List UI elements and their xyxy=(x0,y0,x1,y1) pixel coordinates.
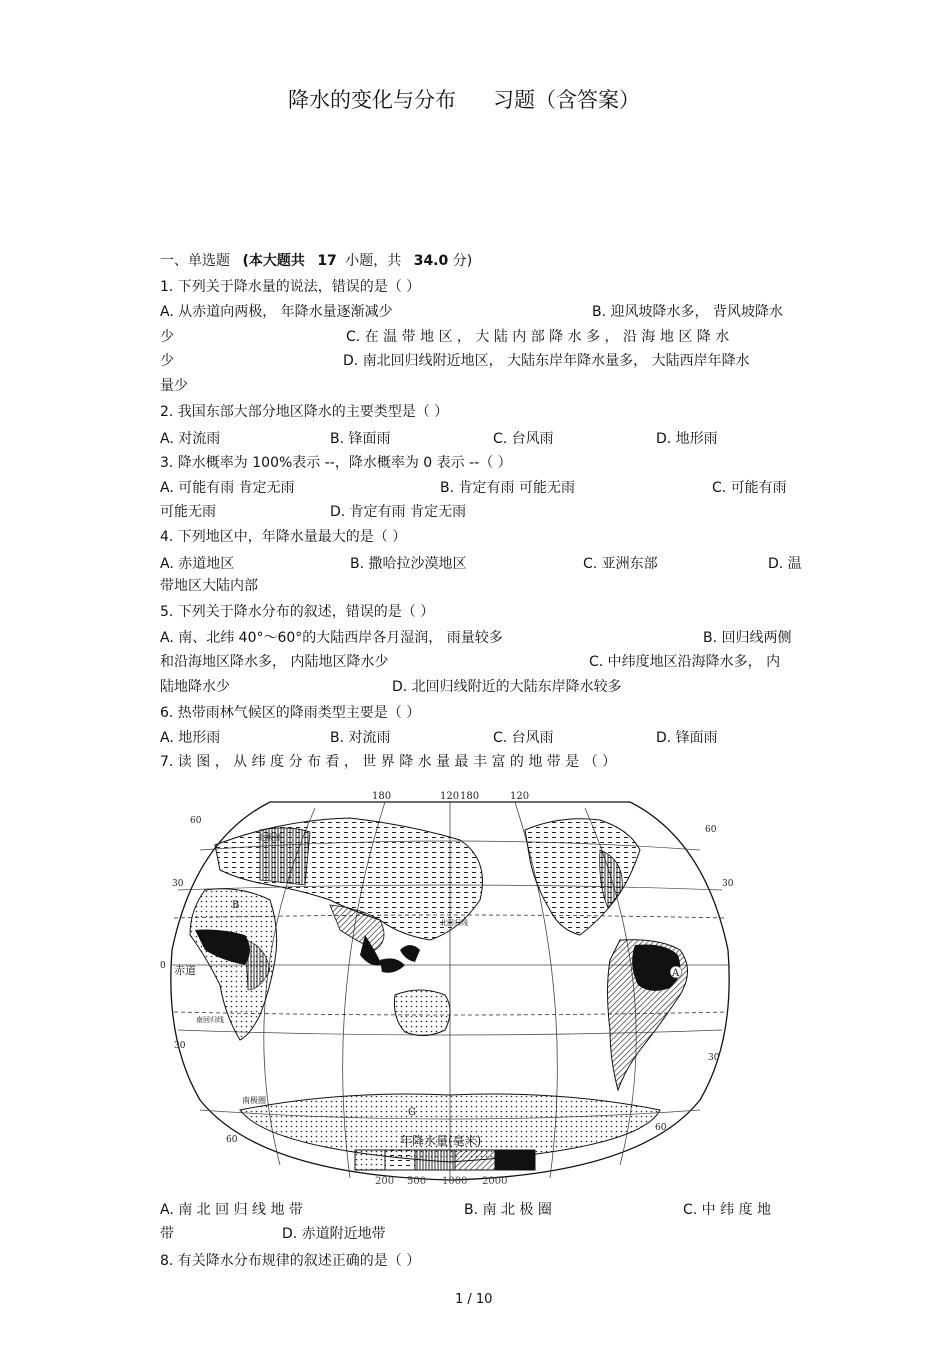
q2-option-c: C. 台风雨 xyxy=(493,431,554,447)
section-info-c: 分) xyxy=(452,253,473,269)
lon-label: 180 xyxy=(372,791,392,802)
section-info-b: 小题，共 xyxy=(345,253,402,269)
question-6-stem: 6. 热带雨林气候区的降雨类型主要是（ ） xyxy=(160,705,421,721)
section-info-a: (本大题共 xyxy=(242,253,305,269)
q3-option-c: C. 可能有雨 xyxy=(712,480,787,496)
q7-option-a: A. 南 北 回 归 线 地 带 xyxy=(160,1202,303,1218)
lon-label: 120 xyxy=(440,791,460,802)
legend-swatch-lt200 xyxy=(355,1150,385,1170)
region-label-a: A xyxy=(672,968,680,979)
legend-tick: 2000 xyxy=(482,1176,508,1187)
legend-tick: 1000 xyxy=(442,1176,468,1187)
doc-title-part2: 习题（含答案） xyxy=(493,88,640,112)
q2-option-a: A. 对流雨 xyxy=(160,431,221,447)
section-header xyxy=(160,254,472,268)
legend-swatch-gt2000 xyxy=(495,1150,535,1170)
section-count: 17 xyxy=(317,253,337,269)
legend-swatch-500-1000 xyxy=(415,1150,455,1170)
question-4-stem: 4. 下列地区中，年降水量最大的是（ ） xyxy=(160,529,407,545)
tropic-cancer-label: 北回归线 xyxy=(440,919,468,927)
lat-label: 60 xyxy=(190,816,202,826)
legend-tick: 200 xyxy=(375,1176,395,1187)
antarctic-circle-label: 南极圈 xyxy=(242,1096,266,1105)
lat-label: 30 xyxy=(708,1053,720,1063)
q1-option-a: A. 从赤道向两极， 年降水量逐渐减少 xyxy=(160,304,393,320)
lat-label: 60 xyxy=(226,1135,238,1145)
page-number: 1 / 10 xyxy=(455,1292,493,1307)
lat-label: 30 xyxy=(172,879,184,889)
q5-option-d: D. 北回归线附近的大陆东岸降水较多 xyxy=(392,679,622,695)
legend-swatch-200-500 xyxy=(385,1150,415,1170)
q6-option-a: A. 地形雨 xyxy=(160,730,221,746)
legend-swatch-1000-2000 xyxy=(455,1150,495,1170)
q3-option-d: D. 肯定有雨 肯定无雨 xyxy=(330,504,467,520)
q3-option-b: B. 肯定有雨 可能无雨 xyxy=(440,480,575,496)
q6-option-c: C. 台风雨 xyxy=(493,730,554,746)
q1-option-c: C. 在 温 带 地 区 ， 大 陆 内 部 降 水 多 ， 沿 海 地 区 降 水 xyxy=(346,329,730,345)
question-1-stem: 1. 下列关于降水量的说法，错误的是（ ） xyxy=(160,279,421,295)
q7-option-c: C. 中 纬 度 地 xyxy=(683,1202,772,1218)
q5-option-b: B. 回归线两侧 xyxy=(703,630,792,646)
q1-option-b: B. 迎风坡降水多， 背风坡降水 xyxy=(592,304,783,320)
q7-line2-start: 带 xyxy=(160,1226,174,1242)
region-label-g: G xyxy=(408,1107,416,1118)
q4-option-a: A. 赤道地区 xyxy=(160,556,235,572)
q4-option-d: D. 温 xyxy=(768,556,802,572)
q5-option-a: A. 南、北纬 40°～60°的大陆西岸各月湿润， 雨量较多 xyxy=(160,630,503,646)
q2-option-d: D. 地形雨 xyxy=(656,431,718,447)
lat-label: 60 xyxy=(705,825,717,835)
q6-option-d: D. 锋面雨 xyxy=(656,730,718,746)
q1-option-d: D. 南北回归线附近地区， 大陆东岸年降水量多， 大陆西岸年降水 xyxy=(343,353,750,369)
q2-option-b: B. 锋面雨 xyxy=(330,431,391,447)
question-8-stem: 8. 有关降水分布规律的叙述正确的是（ ） xyxy=(160,1253,421,1269)
legend-title: 年降水量(毫米) xyxy=(400,1134,482,1148)
q4-line2: 带地区大陆内部 xyxy=(160,578,258,594)
q1-line4: 量少 xyxy=(160,378,188,394)
q6-option-b: B. 对流雨 xyxy=(330,730,391,746)
lat-label: 60 xyxy=(655,1123,667,1133)
lat-label: 30 xyxy=(722,879,734,889)
doc-title-part1: 降水的变化与分布 xyxy=(288,88,456,112)
question-2-stem: 2. 我国东部大部分地区降水的主要类型是（ ） xyxy=(160,404,449,420)
section-prefix: 一、单选题 xyxy=(160,253,230,269)
tropic-capricorn-label: 南回归线 xyxy=(196,1016,224,1024)
question-5-stem: 5. 下列关于降水分布的叙述，错误的是（ ） xyxy=(160,604,435,620)
q4-option-c: C. 亚洲东部 xyxy=(583,556,658,572)
q7-option-b: B. 南 北 极 圈 xyxy=(464,1202,552,1218)
q1-line2-start: 少 xyxy=(160,329,174,345)
lon-label: 120 xyxy=(510,791,530,802)
lon-label: 180 xyxy=(460,791,480,802)
lat-label: 0 xyxy=(160,961,166,971)
q5-option-c: C. 中纬度地区沿海降水多， 内 xyxy=(589,654,781,670)
question-3-stem: 3. 降水概率为 100%表示 --，降水概率为 0 表示 --（ ） xyxy=(160,455,512,471)
q3-line2-start: 可能无雨 xyxy=(160,504,216,520)
question-7-stem: 7. 读 图 ， 从 纬 度 分 布 看 ， 世 界 降 水 量 最 丰 富 的 地 带 是 （ ） xyxy=(160,754,617,770)
q5-line2-start: 和沿海地区降水多， 内陆地区降水少 xyxy=(160,654,389,670)
q3-option-a: A. 可能有雨 肯定无雨 xyxy=(160,480,295,496)
equator-label: 赤道 xyxy=(174,964,196,977)
q4-option-b: B. 撒哈拉沙漠地区 xyxy=(350,556,467,572)
q7-option-d: D. 赤道附近地带 xyxy=(282,1226,386,1242)
legend-tick: 500 xyxy=(407,1176,427,1187)
q5-line3-start: 陆地降水少 xyxy=(160,679,230,695)
arctic-circle-label: 北极圈 xyxy=(258,833,282,842)
world-precipitation-map xyxy=(160,790,740,1190)
australia xyxy=(394,990,450,1036)
region-label-b: B xyxy=(232,900,240,911)
lat-label: 30 xyxy=(174,1041,186,1051)
north-america xyxy=(525,819,640,935)
section-score: 34.0 xyxy=(413,253,449,269)
q1-line3-start: 少 xyxy=(160,353,174,369)
precipitation-legend xyxy=(350,1148,540,1188)
